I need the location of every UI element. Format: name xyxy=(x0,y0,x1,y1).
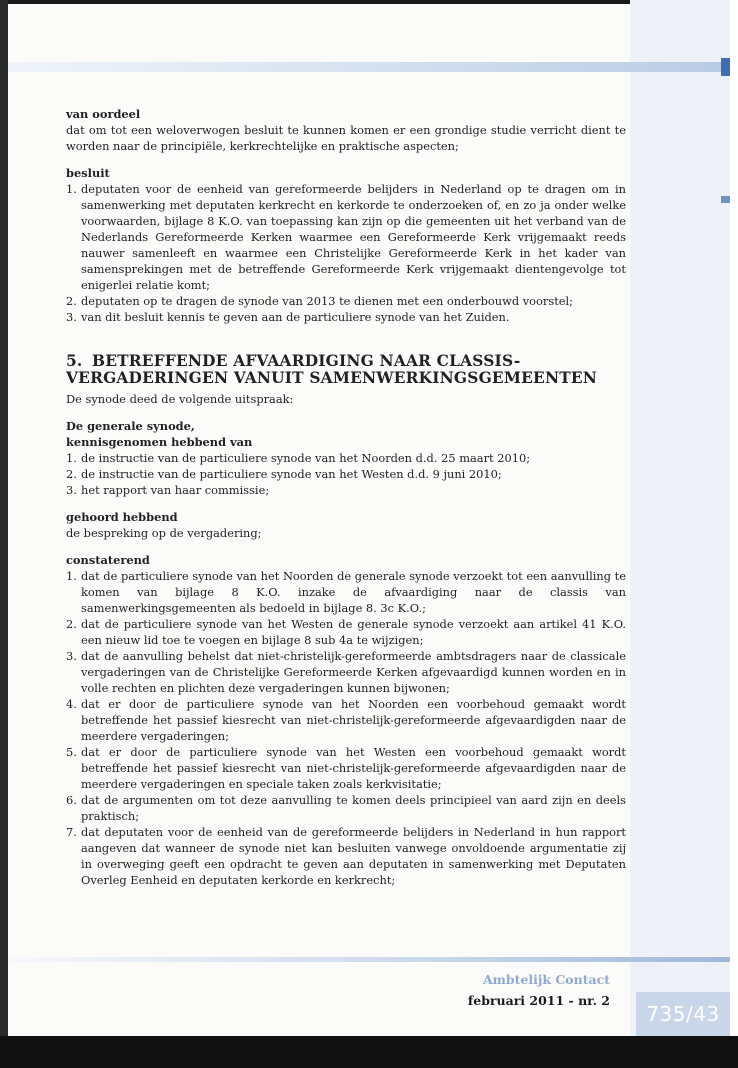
synode-label: De generale synode, xyxy=(66,419,195,433)
page-number: 735/43 xyxy=(646,1002,720,1026)
oordeel-label: van oordeel xyxy=(66,107,141,121)
scan-edge-top xyxy=(8,0,730,4)
heading-line-2: VERGADERINGEN VANUIT SAMENWERKINGSGEMEENTEN xyxy=(66,369,598,387)
list-item: 1. deputaten voor de eenheid van gereformeerde belijders in Nederland op te dragen om in samenwerking met deputaten kerkrecht en kerkorde te onderzoeken of, en zo ja onder welke voorwaarden, bijlage 8 K.O. van toepassing kan zijn op die gemeenten uit het verband van de Nederlands Gereformeerde Kerken waarmee een Gereformeerde Kerk vrijgemaakt reeds nauwer samenleeft en waarmee een Christelijke Gereformeerde Kerk in het kader van samensprekingen met de betreffende Gereformeerde Kerk vrijgemaakt dientengevolge tot enigerlei relatie komt; xyxy=(66,182,626,292)
page-number-box xyxy=(636,992,730,1036)
margin-column xyxy=(630,0,730,1040)
list-item: 6. dat de argumenten om tot deze aanvulling te komen deels principieel van aard zijn en deels praktisch; xyxy=(66,793,626,823)
list-item: 1. de instructie van de particuliere synode van het Noorden d.d. 25 maart 2010; xyxy=(66,451,531,465)
list-item: 4. dat er door de particuliere synode van het Noorden een voorbehoud gemaakt wordt betreffende het passief kiesrecht van niet-christelijk-gereformeerde afgevaardigden naar de meerdere vergaderingen; xyxy=(66,697,626,743)
section-heading xyxy=(66,353,626,387)
list-item: 3. van dit besluit kennis te geven aan de particuliere synode van het Zuiden. xyxy=(66,310,510,324)
list-item: 5. dat er door de particuliere synode van het Westen een voorbehoud gemaakt wordt betreffende het passief kiesrecht van niet-christelijk-gereformeerde afgevaardigden naar de meerdere vergaderingen en speciale taken zoals kerkvisitatie; xyxy=(66,745,626,791)
header-rule xyxy=(8,62,730,72)
gehoord-section xyxy=(66,509,626,541)
scan-edge-left xyxy=(0,0,8,1068)
scan-edge-bottom xyxy=(0,1036,738,1068)
list-item: 7. dat deputaten voor de eenheid van de gereformeerde belijders in Nederland in hun rapport aangeven dat wanneer de synode niet kan besluiten vanwege onvoldoende argumentatie zij in overweging geeft een opdracht te geven aan deputaten in samenwerking met Deputaten Overleg Eenheid en deputaten kerkorde en kerkrecht; xyxy=(66,825,626,887)
besluit-label: besluit xyxy=(66,166,110,180)
list-item: 3. het rapport van haar commissie; xyxy=(66,483,270,497)
intro-text: De synode deed de volgende uitspraak: xyxy=(66,392,294,406)
list-item: 2. deputaten op te dragen de synode van 2013 te dienen met een onderbouwd voorstel; xyxy=(66,294,573,308)
footer-rule xyxy=(8,957,730,962)
heading-line-1: BETREFFENDE AFVAARDIGING NAAR CLASSIS- xyxy=(92,352,521,370)
gehoord-text: de bespreking op de vergadering; xyxy=(66,526,262,540)
gehoord-label: gehoord hebbend xyxy=(66,510,178,524)
publication-title: Ambtelijk Contact xyxy=(482,972,610,987)
document-body xyxy=(66,106,626,888)
list-item: 1. dat de particuliere synode van het Noorden de generale synode verzoekt tot een aanvulling te komen van bijlage 8 K.O. inzake de afvaardiging naar de classis van samenwerkingsgemeenten als bedoeld in bijlage 8. 3c K.O.; xyxy=(66,569,626,615)
kennisgenomen-label: kennisgenomen hebbend van xyxy=(66,435,253,449)
list-item: 2. de instructie van de particuliere synode van het Westen d.d. 9 juni 2010; xyxy=(66,467,502,481)
margin-marker xyxy=(721,196,730,203)
synode-section xyxy=(66,418,626,498)
kennisgenomen-list xyxy=(66,450,626,498)
constaterend-list xyxy=(66,568,626,888)
list-item: 3. dat de aanvulling behelst dat niet-christelijk-gereformeerde ambtsdragers naar de classicale vergaderingen van de Christelijke Gereformeerde Kerken afgevaardigd kunnen worden en in volle rechten en plichten deze vergaderingen kunnen bijwonen; xyxy=(66,649,626,695)
oordeel-section xyxy=(66,106,626,154)
document-page xyxy=(8,0,730,1040)
header-tab-marker xyxy=(721,58,730,76)
besluit-section xyxy=(66,165,626,325)
oordeel-text: dat om tot een weloverwogen besluit te kunnen komen er een grondige studie verricht dient te worden naar de principiële, kerkrechtelijke en praktische aspecten; xyxy=(66,123,626,153)
issue-label: februari 2011 - nr. 2 xyxy=(467,993,610,1008)
besluit-list xyxy=(66,181,626,325)
heading-number: 5. xyxy=(66,352,83,370)
list-item: 2. dat de particuliere synode van het Westen de generale synode verzoekt aan artikel 41 K.O. een nieuw lid toe te voegen en bijlage 8 sub 4a te wijzigen; xyxy=(66,617,626,647)
constaterend-label: constaterend xyxy=(66,553,150,567)
constaterend-section xyxy=(66,552,626,888)
